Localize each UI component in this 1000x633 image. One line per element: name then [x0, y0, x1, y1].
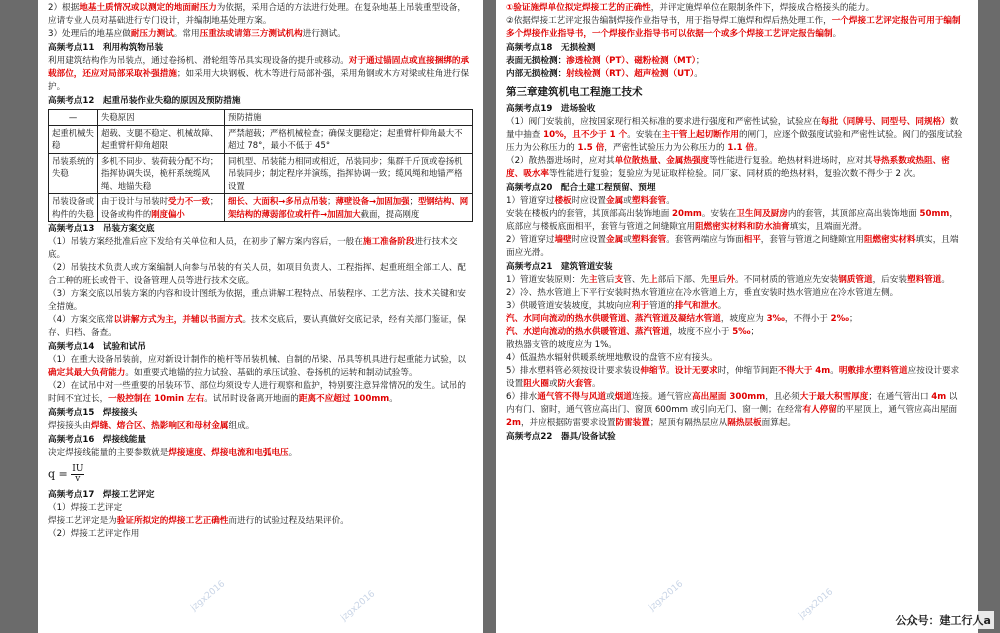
paragraph: 焊接接头由焊缝、熔合区、热影响区和母材金属组成。 [48, 421, 255, 431]
paragraph: 3）供暖管道安装坡度，其坡向应利于管道的排气和泄水。 [506, 301, 727, 311]
table-header: — [49, 110, 98, 126]
paragraph: 1）管道安装原则：先主管后支管、先上部后下部、先里后外。不同材质的管道应先安装钢质管道，后安装塑料管道。 [506, 275, 950, 285]
table-header: 失稳原因 [98, 110, 225, 126]
table-cell: 细长、大面积→多吊点吊装；薄壁设备→加固加强；型钢结构、网架结构的薄弱部位或杆件→加固加大截面，提高刚度 [225, 194, 473, 222]
paragraph: 2）冷、热水管道上下平行安装时热水管道应在冷水管道上方，垂直安装时热水管道应在冷水管道左侧。 [506, 288, 899, 298]
right-page [496, 0, 978, 633]
table-header: 预防措施 [225, 110, 473, 126]
heat-input-formula: q = $\frac{IU}{v}$ [48, 464, 84, 484]
section-heading: 高频考点12 起重吊装作业失稳的原因及预防措施 [48, 96, 241, 106]
section-heading: 高频考点20 配合土建工程预留、预埋 [506, 183, 656, 193]
paragraph: （2）在试吊中对一些重要的吊装环节、部位均须设专人进行观察和监护，特别要注意异常情况的发生。试吊的时间不宜过长，一般控制在 10min 左右。试吊时设备离开地面的距离不应超过 100mm。 [48, 381, 466, 404]
left-page [38, 0, 483, 633]
paragraph: （1）焊接工艺评定 [48, 503, 123, 513]
paragraph: ①验证施焊单位拟定焊接工艺的正确性，并评定施焊单位在限制条件下，焊接成合格接头的能力。 [506, 3, 875, 13]
paragraph: 安装在楼板内的套管，其顶部高出装饰地面 20mm。安装在卫生间及厨房内的套管，其顶部应高出装饰地面 50mm，底部应与楼板底面相平，套管与管道之间缝隙宜用阻燃密实材料和防水油膏填实，且端面光滑。 [506, 209, 958, 232]
paragraph: 汽、水逆向流动的热水供暖管道、蒸汽管道，坡度不应小于 5‰； [506, 327, 760, 337]
paragraph: 决定焊接线能量的主要参数就是焊接速度、焊接电流和电弧电压。 [48, 448, 298, 458]
section-heading: 高频考点17 焊接工艺评定 [48, 490, 155, 500]
watermark: jzgx2016 [647, 579, 686, 614]
instability-table [48, 109, 473, 222]
table-row [49, 194, 473, 222]
table-row [49, 153, 473, 194]
paragraph: 6）排水通气管不得与风道或烟道连接。通气管应高出屋面 300mm，且必须大于最大积雪厚度；在通气管出口 4m 以内有门、窗时，通气管应高出门、窗顶 600mm 或引向无门、窗一侧；在经常有人停留的平屋顶上，通气管应高出屋面 2m，并应根据防雷要求设置防雷装置；屋顶有隔热层应从隔热层板面算起。 [506, 392, 958, 428]
paragraph: 4）低温热水辐射供暖系统埋地敷设的盘管不应有接头。 [506, 353, 718, 363]
table-cell: 由于设计与吊装时受力不一致；设备或构件的刚度偏小 [98, 194, 225, 222]
section-heading: 高频考点18 无损检测 [506, 43, 596, 53]
section-heading: 高频考点19 进场验收 [506, 104, 596, 114]
paragraph: 散热器支管的坡度应为 1%。 [506, 340, 617, 350]
table-cell: 严禁超载；严格机械检查；确保支腿稳定；起重臂杆仰角最大不超过 78°，最小不低于 45° [225, 125, 473, 153]
section-heading: 高频考点22 器具/设备试验 [506, 432, 616, 442]
paragraph: 汽、水同向流动的热水供暖管道、蒸汽管道及凝结水管道，坡度应为 3‰，不得小于 2‰； [506, 314, 858, 324]
paragraph: 利用建筑结构作为吊装点，通过卷扬机、滑轮组等吊具实现设备的提升或移动。对于通过锚固点或直接捆绑的承载部位，还应对局部采取补强措施；如采用大块钢板、枕木等进行局部补强，采用角钢或木方对梁或柱角进行保护。 [48, 56, 470, 92]
paragraph: 2）根据地基土质情况或以测定的地面耐压力为依据，采用合适的方法进行处理。在复杂地基上吊装重型设备，应请专业人员对基础进行专门设计，并编制地基处理方案。 [48, 3, 466, 26]
paragraph: （2）吊装技术负责人或方案编制人向参与吊装的有关人员，如项目负责人、工程指挥、起重班组全部工人、配合工种的班长或骨干、设备管理人员等进行技术交底。 [48, 263, 466, 286]
paragraph: （2）焊接工艺评定作用 [48, 529, 140, 539]
section-heading: 高频考点11 利用构筑物吊装 [48, 43, 164, 53]
table-header-row [49, 110, 473, 126]
section-heading: 高频考点16 焊接线能量 [48, 435, 146, 445]
table-cell: 超载、支腿不稳定、机械故障、起重臂杆仰角超限 [98, 125, 225, 153]
section-heading: 高频考点13 吊装方案交底 [48, 224, 155, 234]
section-heading: 高频考点15 焊接接头 [48, 408, 138, 418]
paragraph: 2）管道穿过墙壁时应设置金属或塑料套管。套管两端应与饰面相平，套管与管道之间缝隙宜用阻燃密实材料填实，且端面应光滑。 [506, 235, 959, 258]
table-cell: 同机型、吊装能力相同或相近，吊装同步；集群千斤顶或卷扬机吊装同步；制定程序并演练，指挥协调一致；缆风绳和地锚严格设置 [225, 153, 473, 194]
paragraph: （3）方案交底以吊装方案的内容和设计图纸为依据，重点讲解工程特点、吊装程序、工艺方法、技术关键和安全措施。 [48, 289, 466, 312]
paragraph: 3）处理后的地基应做耐压力测试。常用压重法或请第三方测试机构进行测试。 [48, 29, 346, 39]
watermark: jzgx2016 [339, 589, 378, 624]
paragraph: 5）排水塑料管必须按设计要求装设伸缩节。设计无要求时，伸缩节间距不得大于 4m。明敷排水塑料管道应按设计要求设置阻火圈或防火套管。 [506, 366, 960, 389]
section-heading: 高频考点21 建筑管道安装 [506, 262, 613, 272]
paragraph: 1）管道穿过楼板时应设置金属或塑料套管。 [506, 196, 675, 206]
watermark: jzgx2016 [797, 587, 836, 622]
table-cell: 吊装设备或构件的失稳 [49, 194, 98, 222]
paragraph: （2）散热器进场时，应对其单位散热量、金属热强度等性能进行复验。绝热材料进场时，应对其导热系数或热阻、密度、吸水率等性能进行复验；复验应为见证取样检验。同厂家、同材质的绝热材料，复验次数不得少于 2 次。 [506, 156, 950, 179]
paragraph: ②依据焊接工艺评定报告编制焊接作业指导书，用于指导焊工施焊和焊后热处理工作，一个焊接工艺评定报告可用于编制多个焊接作业指导书，一个焊接作业指导书可以依据一个或多个焊接工艺评定报告编制。 [506, 16, 961, 39]
footer-account-label: 公众号：建工行人a [893, 611, 994, 629]
table-cell: 起重机械失稳 [49, 125, 98, 153]
paragraph: （1）在重大设备吊装前，应对新设计制作的桅杆等吊装机械、自制的吊梁、吊具等机具进行起重能力试验，以确定其最大负荷能力。如重要式地锚的拉力试验、基础的承压试验、卷扬机的运转和制动试验等。 [48, 355, 466, 378]
chapter-title: 第三章建筑机电工程施工技术 [506, 86, 643, 98]
paragraph: 内部无损检测：射线检测（RT）、超声检测（UT）。 [506, 69, 703, 79]
paragraph: （1）阀门安装前，应按国家现行相关标准的要求进行强度和严密性试验，试验应在每批（同牌号、同型号、同规格）数量中抽查 10%，且不少于 1 个。安装在主干管上起切断作用的闸门，应逐个做强度试验和严密性试验。阀门的强度试验压力为公称压力的 1.5 倍，严密性试验压力为公称压力的 1.1 倍。 [506, 117, 963, 153]
watermark: jzgx2016 [189, 579, 228, 614]
table-cell: 吊装系统的失稳 [49, 153, 98, 194]
paragraph: 表面无损检测：渗透检测（PT）、磁粉检测（MT）； [506, 56, 705, 66]
paragraph: （1）吊装方案经批准后应下发给有关单位和人员，在初步了解方案内容后，一般在施工准备阶段进行技术交底。 [48, 237, 458, 260]
table-row [49, 125, 473, 153]
table-cell: 多机不同步、装荷载分配不均；指挥协调失误，桅杆系统缆风绳、地锚失稳 [98, 153, 225, 194]
paragraph: 焊接工艺评定是为验证所拟定的焊接工艺正确性而进行的试验过程及结果评价。 [48, 516, 349, 526]
paragraph: （4）方案交底常以讲解方式为主，并辅以书面方式。技术交底后，要认真做好交底记录，经有关部门鉴证，保存、归档、备查。 [48, 315, 466, 338]
section-heading: 高频考点14 试验和试吊 [48, 342, 146, 352]
